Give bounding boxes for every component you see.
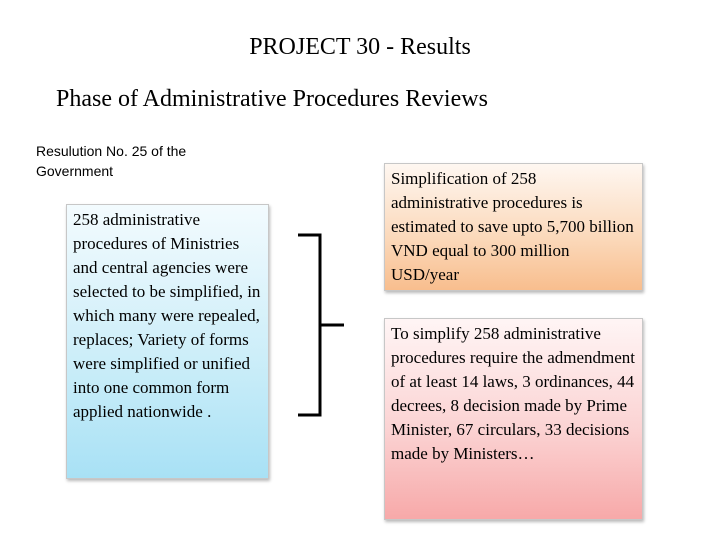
slide-title: PROJECT 30 - Results bbox=[249, 34, 471, 60]
legal-amendments-text: To simplify 258 administrative procedures require the admendment of at least 14 laws, 3 ordinances, 44 decrees, 8 decision made by Prime Minister, 67 circulars, 33 decisions made by Ministers… bbox=[391, 324, 636, 463]
slide-subtitle: Phase of Administrative Procedures Reviews bbox=[56, 86, 488, 112]
right-brace-connector bbox=[290, 225, 350, 420]
resolution-label: Resulution No. 25 of the Government bbox=[36, 143, 187, 179]
savings-estimate-box bbox=[384, 163, 643, 291]
procedures-selected-box bbox=[66, 204, 269, 479]
legal-amendments-box bbox=[384, 318, 643, 520]
procedures-selected-text: 258 administrative procedures of Ministries and central agencies were selected to be simplified, in which many were repealed, replaces; Variety of forms were simplified or unified into one common form applied nationwide . bbox=[73, 210, 261, 421]
savings-estimate-text: Simplification of 258 administrative procedures is estimated to save upto 5,700 billion VND equal to 300 million USD/year bbox=[391, 169, 634, 284]
